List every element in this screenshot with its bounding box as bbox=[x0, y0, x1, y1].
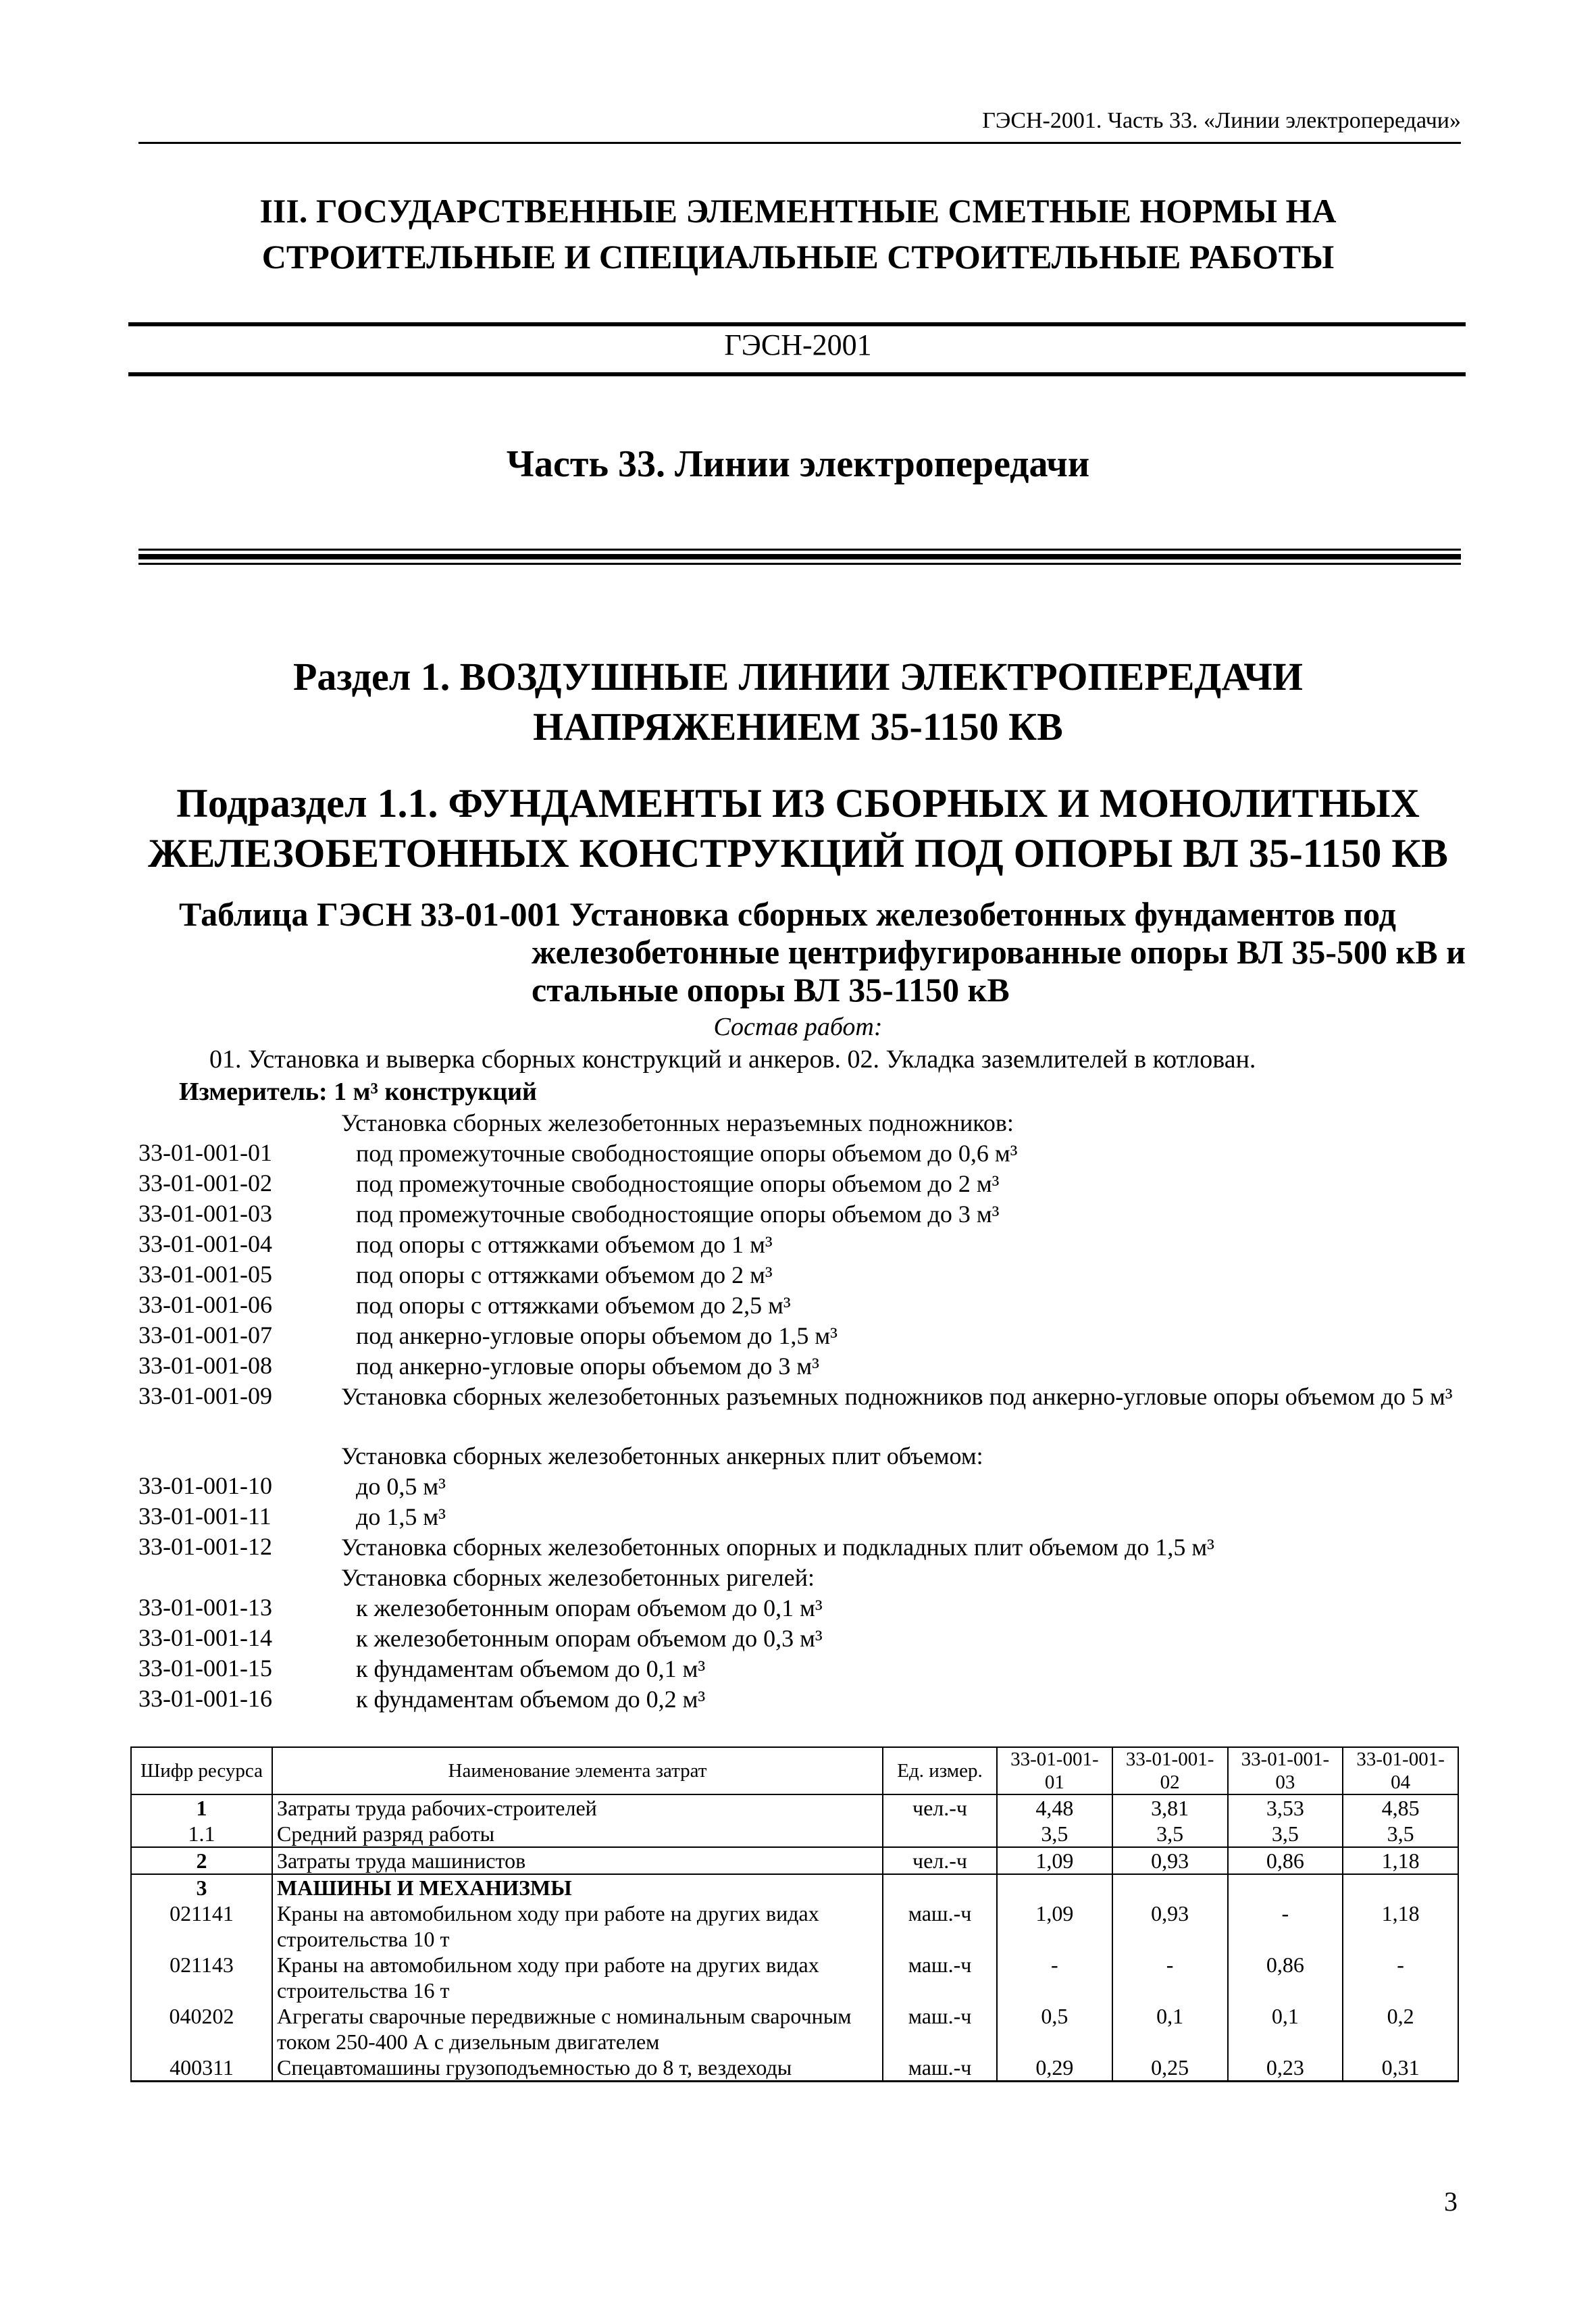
part-title: Часть 33. Линии электропередачи bbox=[506, 443, 1090, 485]
norm-code: 33-01-001-09 bbox=[138, 1382, 272, 1409]
resource-value: 3,5 bbox=[1112, 1821, 1228, 1847]
resource-value: 4,48 bbox=[997, 1794, 1112, 1821]
norm-text: под анкерно-угловые опоры объемом до 1,5 м³ bbox=[356, 1322, 838, 1349]
table-header-row bbox=[131, 1747, 1458, 1794]
norm-text: до 0,5 м³ bbox=[356, 1473, 446, 1500]
page-number: 3 bbox=[1444, 2186, 1458, 2217]
norm-code: 33-01-001-14 bbox=[138, 1624, 272, 1651]
resource-value: 1,18 bbox=[1343, 1901, 1458, 1952]
table-row bbox=[131, 2055, 1458, 2082]
resource-name: Краны на автомобильном ходу при работе на других видах строительства 10 т bbox=[272, 1901, 883, 1952]
section-title bbox=[0, 188, 1596, 280]
norm-row bbox=[138, 1169, 1422, 1199]
razdel-line-2: НАПРЯЖЕНИЕМ 35-1150 КВ bbox=[533, 705, 1063, 749]
resource-value: 0,93 bbox=[1112, 1901, 1228, 1952]
norm-text: под промежуточные свободностоящие опоры объемом до 0,6 м³ bbox=[356, 1140, 1018, 1167]
table-row bbox=[131, 1901, 1458, 1952]
resource-value: 0,5 bbox=[997, 2003, 1112, 2055]
resource-name: Затраты труда машинистов bbox=[272, 1847, 883, 1874]
norm-code: 33-01-001-16 bbox=[138, 1685, 272, 1712]
part-rule-3 bbox=[138, 563, 1461, 565]
podrazdel-line-2: ЖЕЛЕЗОБЕТОННЫХ КОНСТРУКЦИЙ ПОД ОПОРЫ ВЛ 35-1150 КВ bbox=[148, 831, 1448, 876]
table-row bbox=[131, 1821, 1458, 1847]
resource-unit: чел.-ч bbox=[883, 1794, 997, 1821]
resource-value: 1,09 bbox=[997, 1847, 1112, 1874]
resource-value: - bbox=[1228, 1901, 1343, 1952]
section-title-line-2: СТРОИТЕЛЬНЫЕ И СПЕЦИАЛЬНЫЕ СТРОИТЕЛЬНЫЕ РАБОТЫ bbox=[261, 238, 1335, 276]
norm-text: к железобетонным опорам объемом до 0,3 м³ bbox=[356, 1625, 823, 1652]
part-rule-2 bbox=[138, 554, 1461, 559]
norm-text: под промежуточные свободностоящие опоры объемом до 3 м³ bbox=[356, 1201, 1000, 1228]
resource-unit: чел.-ч bbox=[883, 1847, 997, 1874]
norm-code: 33-01-001-03 bbox=[138, 1200, 272, 1227]
header-name: Наименование элемента затрат bbox=[272, 1747, 883, 1794]
collection-code: ГЭСН-2001 bbox=[724, 328, 872, 361]
table-title-lead: Таблица ГЭСН 33-01-001 Установка сборных железобетонных фундаментов под bbox=[179, 895, 1396, 933]
norm-row bbox=[138, 1441, 1422, 1472]
norm-row bbox=[138, 1532, 1422, 1563]
resource-value: 0,1 bbox=[1228, 2003, 1343, 2055]
norm-code: 33-01-001-07 bbox=[138, 1322, 272, 1349]
resource-unit: маш.-ч bbox=[883, 2003, 997, 2055]
resource-value: 0,25 bbox=[1112, 2055, 1228, 2082]
header-col-4: 33-01-001-04 bbox=[1343, 1747, 1458, 1794]
razdel-line-1: Раздел 1. ВОЗДУШНЫЕ ЛИНИИ ЭЛЕКТРОПЕРЕДАЧИ bbox=[292, 655, 1304, 699]
norm-code: 33-01-001-11 bbox=[138, 1503, 272, 1530]
norms-list bbox=[138, 1108, 1453, 1715]
resource-code: 021141 bbox=[131, 1901, 272, 1952]
resource-value: 0,23 bbox=[1228, 2055, 1343, 2082]
norm-row bbox=[138, 1382, 1453, 1441]
resource-name: Агрегаты сварочные передвижные с номинальным сварочным током 250-400 А с дизельным двигателем bbox=[272, 2003, 883, 2055]
norm-text: Установка сборных железобетонных анкерных плит объемом: bbox=[341, 1442, 983, 1469]
norm-text: под промежуточные свободностоящие опоры объемом до 2 м³ bbox=[356, 1170, 1000, 1197]
podrazdel-line-1: Подраздел 1.1. ФУНДАМЕНТЫ ИЗ СБОРНЫХ И МОНОЛИТНЫХ bbox=[176, 781, 1420, 826]
resource-name: Спецавтомашины грузоподъемностью до 8 т, вездеходы bbox=[272, 2055, 883, 2082]
norm-text: к фундаментам объемом до 0,1 м³ bbox=[356, 1655, 706, 1682]
work-composition-label: Состав работ: bbox=[713, 1013, 883, 1041]
resource-value: 0,93 bbox=[1112, 1847, 1228, 1874]
header-col-3: 33-01-001-03 bbox=[1228, 1747, 1343, 1794]
norm-row bbox=[138, 1684, 1422, 1715]
resource-value: 3,81 bbox=[1112, 1794, 1228, 1821]
resource-name: Затраты труда рабочих-строителей bbox=[272, 1794, 883, 1821]
resource-code: 1 bbox=[131, 1794, 272, 1821]
norm-text: под опоры с оттяжками объемом до 1 м³ bbox=[356, 1231, 773, 1258]
table-row bbox=[131, 2003, 1458, 2055]
resource-value: 0,31 bbox=[1343, 2055, 1458, 2082]
norm-row bbox=[138, 1108, 1422, 1138]
resource-value: 0,1 bbox=[1112, 2003, 1228, 2055]
norm-text: под анкерно-угловые опоры объемом до 3 м³ bbox=[356, 1353, 819, 1380]
norm-code: 33-01-001-12 bbox=[138, 1533, 272, 1560]
resource-code: 1.1 bbox=[131, 1821, 272, 1847]
resource-unit bbox=[883, 1874, 997, 1901]
resource-unit: маш.-ч bbox=[883, 1952, 997, 2003]
table-row bbox=[131, 1847, 1458, 1874]
resource-value: - bbox=[997, 1952, 1112, 2003]
norm-row bbox=[138, 1563, 1422, 1593]
norm-row bbox=[138, 1351, 1422, 1382]
resource-value: - bbox=[1112, 1952, 1228, 2003]
resource-value bbox=[1112, 1874, 1228, 1901]
norm-text: под опоры с оттяжками объемом до 2,5 м³ bbox=[356, 1292, 791, 1319]
resource-value: 3,5 bbox=[997, 1821, 1112, 1847]
header-code: Шифр ресурса bbox=[131, 1747, 272, 1794]
work-composition: 01. Установка и выверка сборных конструкций и анкеров. 02. Укладка заземлителей в котлован. bbox=[209, 1045, 1256, 1074]
part-rule-1 bbox=[138, 549, 1461, 551]
norm-row bbox=[138, 1502, 1422, 1532]
resource-value: 4,85 bbox=[1343, 1794, 1458, 1821]
norm-code: 33-01-001-08 bbox=[138, 1352, 272, 1379]
resource-value: 0,2 bbox=[1343, 2003, 1458, 2055]
norm-row bbox=[138, 1593, 1422, 1624]
resource-value: 3,53 bbox=[1228, 1794, 1343, 1821]
resource-code: 021143 bbox=[131, 1952, 272, 2003]
resource-unit: маш.-ч bbox=[883, 1901, 997, 1952]
norm-code: 33-01-001-06 bbox=[138, 1291, 272, 1318]
norm-row bbox=[138, 1290, 1422, 1321]
resource-value: 0,29 bbox=[997, 2055, 1112, 2082]
running-header: ГЭСН-2001. Часть 33. «Линии электропередачи» bbox=[982, 108, 1461, 133]
norm-row bbox=[138, 1472, 1422, 1502]
norm-code: 33-01-001-10 bbox=[138, 1472, 272, 1499]
table-row bbox=[131, 1952, 1458, 2003]
norm-code: 33-01-001-01 bbox=[138, 1139, 272, 1166]
banner-rule-bottom bbox=[128, 372, 1466, 376]
norm-row bbox=[138, 1199, 1422, 1230]
table-row bbox=[131, 1874, 1458, 1901]
resource-table bbox=[130, 1746, 1459, 2082]
table-row bbox=[131, 1794, 1458, 1821]
norm-text: к фундаментам объемом до 0,2 м³ bbox=[356, 1686, 706, 1713]
norm-text: Установка сборных железобетонных неразъемных подножников: bbox=[341, 1109, 1014, 1136]
norm-code: 33-01-001-05 bbox=[138, 1261, 272, 1288]
resource-code: 040202 bbox=[131, 2003, 272, 2055]
norm-row bbox=[138, 1230, 1422, 1260]
resource-unit: маш.-ч bbox=[883, 2055, 997, 2082]
resource-value bbox=[1228, 1874, 1343, 1901]
resource-unit bbox=[883, 1821, 997, 1847]
norm-text: под опоры с оттяжками объемом до 2 м³ bbox=[356, 1261, 773, 1288]
header-rule bbox=[138, 142, 1461, 144]
norm-code: 33-01-001-15 bbox=[138, 1655, 272, 1682]
resource-code: 3 bbox=[131, 1874, 272, 1901]
resource-name: Средний разряд работы bbox=[272, 1821, 883, 1847]
norm-row bbox=[138, 1654, 1422, 1684]
norm-code: 33-01-001-04 bbox=[138, 1230, 272, 1257]
resource-code: 400311 bbox=[131, 2055, 272, 2082]
measure-label: Измеритель: 1 м³ конструкций bbox=[179, 1078, 537, 1106]
podrazdel-title bbox=[0, 778, 1596, 878]
norm-row bbox=[138, 1321, 1422, 1351]
banner-rule-top bbox=[128, 322, 1466, 326]
norm-text: Установка сборных железобетонных ригелей: bbox=[341, 1564, 815, 1591]
norm-text: до 1,5 м³ bbox=[356, 1503, 446, 1530]
resource-value bbox=[1343, 1874, 1458, 1901]
resource-value: 3,5 bbox=[1228, 1821, 1343, 1847]
header-col-1: 33-01-001-01 bbox=[997, 1747, 1112, 1794]
resource-value bbox=[997, 1874, 1112, 1901]
norm-code: 33-01-001-13 bbox=[138, 1594, 272, 1621]
resource-value: 0,86 bbox=[1228, 1847, 1343, 1874]
resource-value: - bbox=[1343, 1952, 1458, 2003]
resource-name: Краны на автомобильном ходу при работе на других видах строительства 16 т bbox=[272, 1952, 883, 2003]
resource-value: 1,09 bbox=[997, 1901, 1112, 1952]
resource-value: 0,86 bbox=[1228, 1952, 1343, 2003]
resource-name: МАШИНЫ И МЕХАНИЗМЫ bbox=[272, 1874, 883, 1901]
norm-text: к железобетонным опорам объемом до 0,1 м³ bbox=[356, 1594, 823, 1621]
header-unit: Ед. измер. bbox=[883, 1747, 997, 1794]
norm-code: 33-01-001-02 bbox=[138, 1169, 272, 1197]
table-title-line-3: стальные опоры ВЛ 35-1150 кВ bbox=[532, 971, 1010, 1009]
norm-text: Установка сборных железобетонных опорных и подкладных плит объемом до 1,5 м³ bbox=[341, 1534, 1214, 1561]
resource-value: 3,5 bbox=[1343, 1821, 1458, 1847]
razdel-title bbox=[0, 652, 1596, 752]
resource-value: 1,18 bbox=[1343, 1847, 1458, 1874]
norm-row bbox=[138, 1138, 1422, 1169]
header-col-2: 33-01-001-02 bbox=[1112, 1747, 1228, 1794]
norm-row bbox=[138, 1624, 1422, 1654]
section-title-line-1: III. ГОСУДАРСТВЕННЫЕ ЭЛЕМЕНТНЫЕ СМЕТНЫЕ НОРМЫ НА bbox=[259, 192, 1337, 230]
table-title bbox=[179, 895, 1466, 1009]
norm-text: Установка сборных железобетонных разъемных подножников под анкерно-угловые опоры объемом до 5 м³ bbox=[341, 1383, 1453, 1410]
table-title-line-2: железобетонные центрифугированные опоры ВЛ 35-500 кВ и bbox=[532, 933, 1466, 971]
norm-row bbox=[138, 1260, 1422, 1290]
resource-code: 2 bbox=[131, 1847, 272, 1874]
